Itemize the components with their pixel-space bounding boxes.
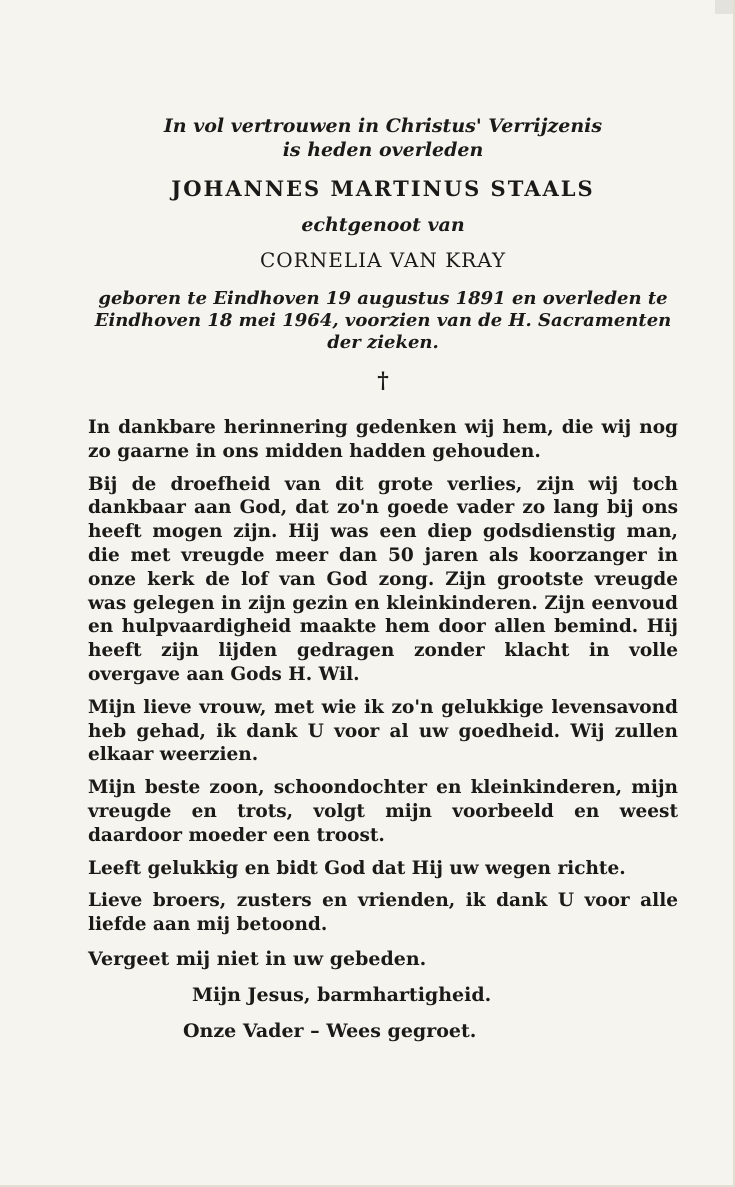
card-text xyxy=(88,114,678,1044)
intro-line-2: is heden overleden xyxy=(282,139,484,161)
closing-prayer-request: Vergeet mij niet in uw gebeden. xyxy=(88,947,427,970)
paragraph-remembrance: In dankbare herinnering gedenken wij hem, die wij nog zo gaarne in ons midden hadden gehouden. xyxy=(88,417,678,462)
spouse-label: echtgenoot van xyxy=(301,214,465,236)
spouse-name: CORNELIA VAN KRAY xyxy=(259,248,507,272)
intro-line-1: In vol vertrouwen in Christus' Verrijzenis xyxy=(163,115,603,137)
paragraph-friends: Lieve broers, zusters en vrienden, ik dank U voor alle liefde aan mij betoond. xyxy=(88,890,678,936)
closing-prayers: Onze Vader – Wees gegroet. xyxy=(183,1019,477,1042)
birth-death-details: geboren te Eindhoven 19 augustus 1891 en overleden te Eindhoven 18 mei 1964, voorzien van de H. Sacramenten der zieken. xyxy=(94,288,672,353)
intro-text xyxy=(88,114,678,162)
cross-icon: † xyxy=(377,368,389,394)
paragraph-wife: Mijn lieve vrouw, met wie ik zo'n gelukkige levensavond heb gehad, ik dank U voor al uw goedheid. Wij zullen elkaar weerzien. xyxy=(88,696,678,766)
paragraph-son: Mijn beste zoon, schoondochter en kleinkinderen, mijn vreugde en trots, volgt mijn voorbeeld en weest daardoor moeder een troost. xyxy=(88,777,678,846)
paragraph-blessing: Leeft gelukkig en bidt God dat Hij uw wegen richte. xyxy=(88,857,626,879)
paragraph-life: Bij de droefheid van dit grote verlies, zijn wij toch dankbaar aan God, dat zo'n goede vader zo lang bij ons heeft mogen zijn. Hij was een diep godsdienstig man, die met vreugde meer dan 50 jaren als koorzanger in onze kerk de lof van God zong. Zijn grootste vreugde was gelegen in zijn gezin en kleinkinderen. Zijn eenvoud en hulpvaardigheid maakte hem door allen bemind. Hij heeft zijn lijden gedragen zonder klacht in volle overgave aan Gods H. Wil. xyxy=(88,473,678,685)
deceased-name: JOHANNES MARTINUS STAALS xyxy=(171,176,595,201)
closing-invocation: Mijn Jesus, barmhartigheid. xyxy=(192,983,492,1006)
card-corner xyxy=(715,0,733,14)
